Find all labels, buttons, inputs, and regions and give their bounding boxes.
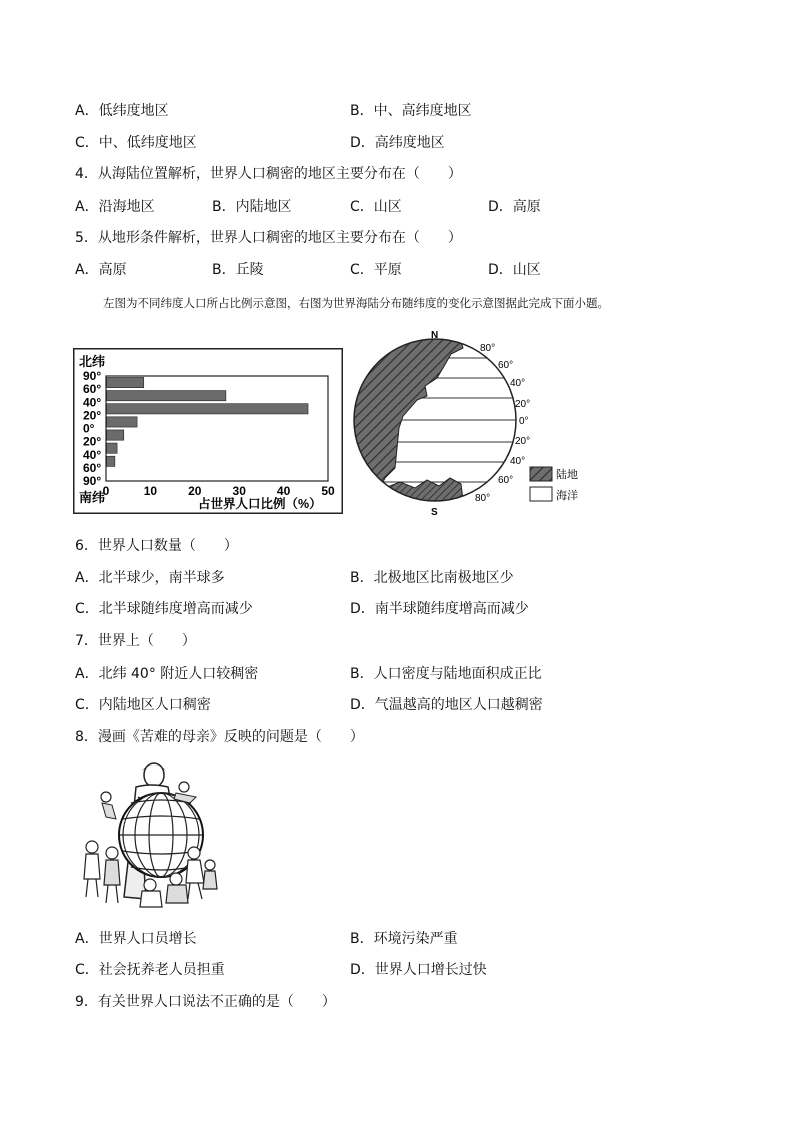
q4-option-d: D．高原 <box>488 199 541 215</box>
x-tick-label: 30 <box>232 484 246 498</box>
lat-tick-label: 40° <box>83 447 102 462</box>
lat-tick-label: 20° <box>83 434 102 449</box>
q4-stem: 4．从海陆位置解析，世界人口稠密的地区主要分布在（ ） <box>75 166 462 182</box>
q4-option-b: B．内陆地区 <box>212 199 292 215</box>
q5-option-d: D．山区 <box>488 262 541 278</box>
q9-stem: 9．有关世界人口说法不正确的是（ ） <box>75 994 336 1010</box>
q8-option-d: D．世界人口增长过快 <box>350 962 487 978</box>
lat-tick-label: 60° <box>83 382 102 397</box>
q8-option-a: A．世界人口员增长 <box>75 931 197 947</box>
q6-option-a: A．北半球少，南半球多 <box>75 570 225 586</box>
bar-40°S-60°S <box>107 456 115 466</box>
q5-option-a: A．高原 <box>75 262 127 278</box>
bar-0°-20°S <box>107 430 124 440</box>
lat-label-20n: 20° <box>515 399 531 410</box>
bar-0°-20°N <box>107 417 137 427</box>
bar-40°N-60°N <box>107 391 226 401</box>
legend-land-swatch <box>530 467 552 481</box>
q3-option-d: D．高纬度地区 <box>350 135 445 151</box>
q3-option-c: C．中、低纬度地区 <box>75 135 197 151</box>
bar-20°N-40°N <box>107 404 308 414</box>
q8-stem: 8．漫画《苦难的母亲》反映的问题是（ ） <box>75 729 364 745</box>
q8-option-c: C．社会抚养老人员担重 <box>75 962 225 978</box>
north-label: 北纬 <box>79 354 106 369</box>
bar-60°N-90°N <box>107 377 144 387</box>
q8-option-b: B．环境污染严重 <box>350 931 458 947</box>
lat-label-40n: 40° <box>510 378 526 389</box>
q6-option-b: B．北极地区比南极地区少 <box>350 570 514 586</box>
q6-option-c: C．北半球随纬度增高而减少 <box>75 601 253 617</box>
q4-option-a: A．沿海地区 <box>75 199 155 215</box>
lat-tick-label: 20° <box>83 408 102 423</box>
x-tick-label: 40 <box>276 484 291 498</box>
x-axis-label: 占世界人口比例（%） <box>198 497 322 511</box>
x-tick-label: 50 <box>321 484 335 498</box>
legend-ocean-label: 海洋 <box>556 490 578 502</box>
legend-ocean-swatch <box>530 487 552 501</box>
x-tick-label: 20 <box>188 484 202 498</box>
q5-option-c: C．平原 <box>350 262 402 278</box>
lat-tick-label: 40° <box>83 395 102 410</box>
q3-option-a: A．低纬度地区 <box>75 103 169 119</box>
q7-option-a: A．北纬 40° 附近人口较稠密 <box>75 666 259 682</box>
q7-option-d: D．气温越高的地区人口越稠密 <box>350 697 543 713</box>
lat-label-20s: 20° <box>515 436 531 447</box>
q7-stem: 7．世界上（ ） <box>75 633 196 649</box>
lat-label-60n: 60° <box>498 360 514 371</box>
q5-option-b: B．丘陵 <box>212 262 264 278</box>
lat-tick-label: 60° <box>83 460 102 475</box>
legend-land-label: 陆地 <box>556 469 578 481</box>
lat-tick-label: 90° <box>83 474 102 488</box>
south-pole-label: S <box>431 507 438 518</box>
south-label: 南纬 <box>79 490 106 505</box>
q6-option-d: D．南半球随纬度增高而减少 <box>350 601 529 617</box>
lat-label-0: 0° <box>519 416 529 427</box>
x-tick-label: 0 <box>102 484 110 498</box>
lat-label-80n: 80° <box>480 343 496 354</box>
q3-option-b: B．中、高纬度地区 <box>350 103 472 119</box>
q6-stem: 6．世界人口数量（ ） <box>75 538 238 554</box>
lat-label-80s: 80° <box>475 493 491 504</box>
north-pole-label: N <box>431 330 439 341</box>
q7-option-b: B．人口密度与陆地面积成正比 <box>350 666 542 682</box>
globe-land-ocean-diagram <box>345 328 595 518</box>
q5-stem: 5．从地形条件解析，世界人口稠密的地区主要分布在（ ） <box>75 230 462 246</box>
latitude-population-chart <box>73 348 343 514</box>
lat-label-60s: 60° <box>498 475 514 486</box>
lat-label-40s: 40° <box>510 456 526 467</box>
bar-20°S-40°S <box>107 443 118 453</box>
lat-tick-label: 90° <box>83 369 102 383</box>
lat-tick-label: 0° <box>83 421 95 436</box>
x-tick-label: 10 <box>143 484 158 498</box>
q7-option-c: C．内陆地区人口稠密 <box>75 697 211 713</box>
suffering-mother-cartoon <box>76 757 226 912</box>
q4-option-c: C．山区 <box>350 199 402 215</box>
figure-intro: 左图为不同纬度人口所占比例示意图，右图为世界海陆分布随纬度的变化示意图据此完成下面小题。 <box>103 296 609 310</box>
